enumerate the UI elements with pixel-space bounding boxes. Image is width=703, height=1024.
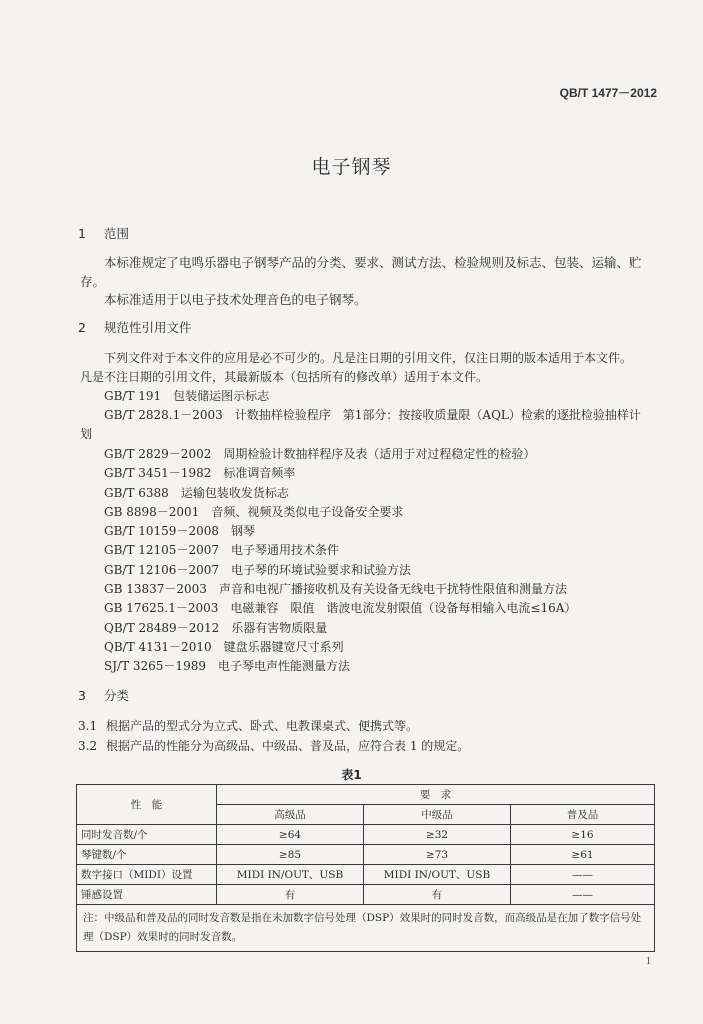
table-cell: MIDI IN/OUT、USB: [364, 865, 511, 885]
reference-item: SJ/T 3265－1989 电子琴电声性能测量方法: [104, 659, 350, 673]
reference-item: GB 17625.1－2003 电磁兼容 限值 谐波电流发射限值（设备每相输入电流≤16A）: [104, 601, 577, 615]
row-label: 琴键数/个: [77, 845, 217, 865]
section-title: 规范性引用文件: [104, 320, 192, 335]
reference-item: GB/T 10159－2008 钢琴: [104, 524, 255, 538]
section-number: 1: [78, 226, 86, 241]
scope-para1-line2: 存。: [80, 274, 106, 289]
section-number: 3: [78, 688, 86, 703]
reference-item: QB/T 4131－2010 键盘乐器键宽尺寸系列: [104, 640, 344, 654]
table-cell: ≥16: [511, 825, 655, 845]
page-number: 1: [646, 956, 651, 967]
section-title: 范围: [104, 226, 130, 241]
requirement-header: 要 求: [217, 785, 655, 805]
row-label: 数字接口（MIDI）设置: [77, 865, 217, 885]
grade-header: 中级品: [364, 805, 511, 825]
reference-item: GB/T 12105－2007 电子琴通用技术条件: [104, 543, 339, 557]
table-cell: ≥85: [217, 845, 364, 865]
reference-item: GB/T 3451－1982 标准调音频率: [104, 466, 296, 480]
reference-item: GB/T 2829－2002 周期检验计数抽样程序及表（适用于对过程稳定性的检验）: [104, 447, 536, 461]
reference-item: GB/T 2828.1－2003 计数抽样检验程序 第1部分：按接收质量限（AQL）检索的逐批检验抽样计: [104, 408, 641, 422]
table-cell: ≥61: [511, 845, 655, 865]
table-row: [77, 845, 655, 865]
row-label: 同时发音数/个: [77, 825, 217, 845]
table-row: [77, 865, 655, 885]
table-cell: ≥32: [364, 825, 511, 845]
classification-item: 3.1 根据产品的型式分为立式、卧式、电教课桌式、便携式等。: [78, 719, 419, 733]
classification-item: 3.2 根据产品的性能分为高级品、中级品、普及品，应符合表 1 的规定。: [78, 739, 470, 753]
table-cell: ≥73: [364, 845, 511, 865]
reference-item: GB 8898－2001 音频、视频及类似电子设备安全要求: [104, 505, 404, 519]
table-cell: ≥64: [217, 825, 364, 845]
reference-item: GB/T 12106－2007 电子琴的环境试验要求和试验方法: [104, 563, 411, 577]
section-3-heading: [78, 688, 129, 704]
table-cell: 有: [217, 885, 364, 905]
table-cell: MIDI IN/OUT、USB: [217, 865, 364, 885]
document-title: 电子钢琴: [311, 156, 392, 178]
reference-continuation: 划: [80, 427, 93, 441]
table-row: [77, 885, 655, 905]
standard-code: QB/T 1477－2012: [559, 86, 657, 100]
table-cell: 有: [364, 885, 511, 905]
table-cell: ——: [511, 865, 655, 885]
section-title: 分类: [104, 688, 130, 703]
table-note-row: [77, 905, 655, 952]
grade-header: 高级品: [217, 805, 364, 825]
section-1-heading: [78, 226, 129, 242]
reference-item: QB/T 28489－2012 乐器有害物质限量: [104, 621, 328, 635]
table-cell: ——: [511, 885, 655, 905]
section-2-heading: [78, 320, 192, 336]
row-label: 锤感设置: [77, 885, 217, 905]
table-note: 注：中级品和普及品的同时发音数是指在未加数字信号处理（DSP）效果时的同时发音数，而高级品是在加了数字信号处理（DSP）效果时的同时发音数。: [77, 905, 655, 952]
reference-item: GB 13837－2003 声音和电视广播接收机及有关设备无线电干扰特性限值和测量方法: [104, 582, 567, 596]
section-number: 2: [78, 320, 86, 335]
reference-item: GB/T 191 包装储运图示标志: [104, 389, 270, 403]
normative-intro-line1: 下列文件对于本文件的应用是必不可少的。凡是注日期的引用文件，仅注日期的版本适用于本文件。: [104, 351, 633, 365]
grade-table: [76, 784, 655, 952]
normative-intro-line2: 凡是不注日期的引用文件，其最新版本（包括所有的修改单）适用于本文件。: [80, 370, 489, 384]
performance-header: 性 能: [77, 785, 217, 825]
grade-header: 普及品: [511, 805, 655, 825]
table-row: [77, 825, 655, 845]
scope-para2: 本标准适用于以电子技术处理音色的电子钢琴。: [104, 292, 367, 307]
reference-item: GB/T 6388 运输包装收发货标志: [104, 486, 289, 500]
scope-para1-line1: 本标准规定了电鸣乐器电子钢琴产品的分类、要求、测试方法、检验规则及标志、包装、运输、贮: [104, 255, 642, 270]
table-caption: 表1: [341, 768, 362, 782]
